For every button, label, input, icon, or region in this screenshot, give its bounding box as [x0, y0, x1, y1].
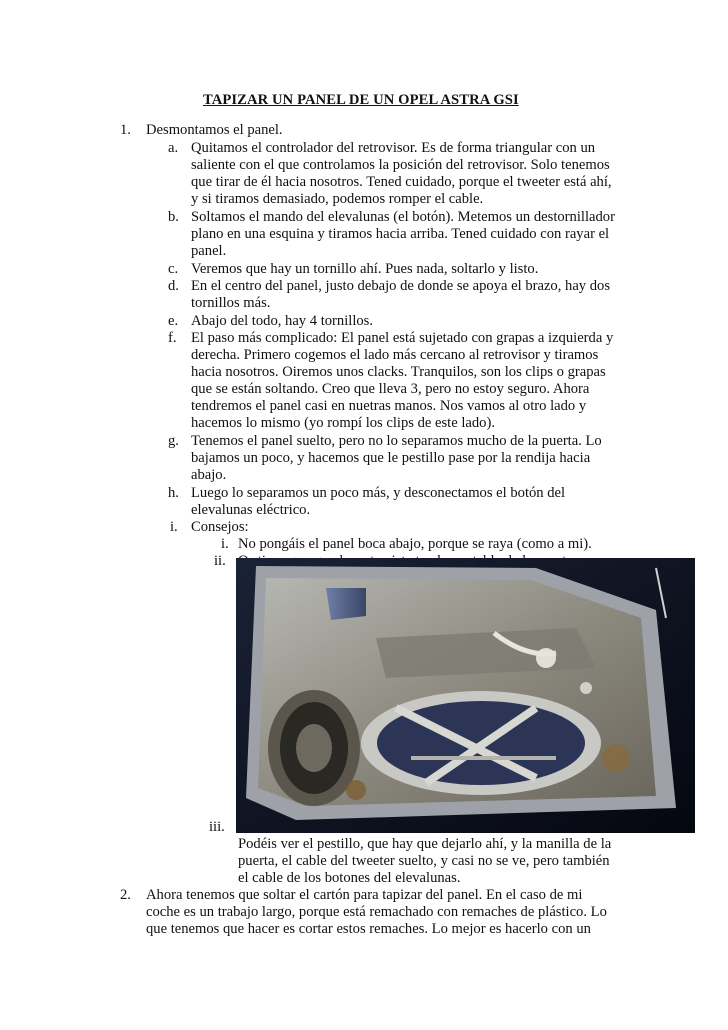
sub-marker-d: d.	[168, 278, 179, 294]
sub-marker-g: g.	[168, 433, 179, 449]
sub-b-line: Soltamos el mando del elevalunas (el botón). Metemos un destornillador	[191, 209, 615, 225]
sub-a-line: Quitamos el controlador del retrovisor. Es de forma triangular con un	[191, 140, 596, 156]
sub-f-line: derecha. Primero cogemos el lado más cercano al retrovisor y tiramos	[191, 347, 599, 363]
sub-g-line: bajamos un poco, y hacemos que le pestillo pase por la rendija hacia	[191, 450, 591, 466]
sub-f-line: hacia nosotros. Oiremos unos clacks. Tranquilos, son los clips o grapas	[191, 364, 606, 380]
sub-marker-e: e.	[168, 313, 179, 329]
sub-f-line: hacemos lo mismo (yo rompí los clips de este lado).	[191, 415, 495, 431]
item-2-line: coche es un trabajo largo, porque está remachado con remaches de plástico. Lo	[146, 904, 607, 920]
item-2-line: que tenemos que hacer es cortar estos remaches. Lo mejor es hacerlo con un	[146, 921, 591, 937]
sub-h-line: elevalunas eléctrico.	[191, 502, 311, 518]
document-title: TAPIZAR UN PANEL DE UN OPEL ASTRA GSI	[203, 92, 519, 108]
item-2-line: Ahora tenemos que soltar el cartón para tapizar del panel. En el caso de mi	[146, 887, 583, 903]
tip-marker-iii: iii.	[209, 819, 225, 835]
sub-d-line: En el centro del panel, justo debajo de donde se apoya el brazo, hay dos	[191, 278, 611, 294]
sub-d-line: tornillos más.	[191, 295, 271, 311]
tip-iii-line: Podéis ver el pestillo, que hay que dejarlo ahí, y la manilla de la	[238, 836, 612, 852]
sub-marker-i: i.	[170, 519, 178, 535]
sub-g-line: Tenemos el panel suelto, pero no lo separamos mucho de la puerta. Lo	[191, 433, 602, 449]
sub-marker-c: c.	[168, 261, 179, 277]
sub-marker-f: f.	[168, 330, 177, 346]
sub-f-line: que se están soltando. Creo que lleva 3, pero no estoy seguro. Ahora	[191, 381, 590, 397]
sub-f-line: El paso más complicado: El panel está sujetado con grapas a izquierda y	[191, 330, 614, 346]
tip-marker-i: i.	[221, 536, 229, 552]
list-marker-2: 2.	[120, 887, 131, 903]
list-item-1-text: Desmontamos el panel.	[146, 122, 283, 138]
door-photo	[236, 558, 695, 833]
tip-iii-line: puerta, el cable del tweeter suelto, y casi no se ve, pero también	[238, 853, 610, 869]
tip-iii-line: el cable de los botones del elevalunas.	[238, 870, 461, 886]
sub-a-line: y si tiramos demasiado, podemos romper el cable.	[191, 191, 484, 207]
sub-f-line: tendremos el panel casi en nuetras manos. Nos vamos al otro lado y	[191, 398, 587, 414]
sub-b-line: panel.	[191, 243, 227, 259]
sub-a-line: saliente con el que controlamos la posición del retrovisor. Solo tenemos	[191, 157, 610, 173]
door-photo-drawing	[236, 558, 695, 833]
sub-a-line: que tirar de él hacia nosotros. Tened cuidado, porque el tweeter está ahí,	[191, 174, 612, 190]
sub-marker-b: b.	[168, 209, 179, 225]
sub-g-line: abajo.	[191, 467, 227, 483]
sub-marker-h: h.	[168, 485, 179, 501]
sub-e-line: Abajo del todo, hay 4 tornillos.	[191, 313, 373, 329]
tip-marker-ii: ii.	[214, 553, 226, 569]
tip-i-text: No pongáis el panel boca abajo, porque se raya (como a mi).	[238, 536, 592, 552]
sub-h-line: Luego lo separamos un poco más, y desconectamos el botón del	[191, 485, 566, 501]
sub-c-line: Veremos que hay un tornillo ahí. Pues nada, soltarlo y listo.	[191, 261, 539, 277]
sub-b-line: plano en una esquina y tiramos hacia arriba. Tened cuidado con rayar el	[191, 226, 610, 242]
sub-i-line: Consejos:	[191, 519, 249, 535]
sub-marker-a: a.	[168, 140, 179, 156]
list-marker-1: 1.	[120, 122, 131, 138]
